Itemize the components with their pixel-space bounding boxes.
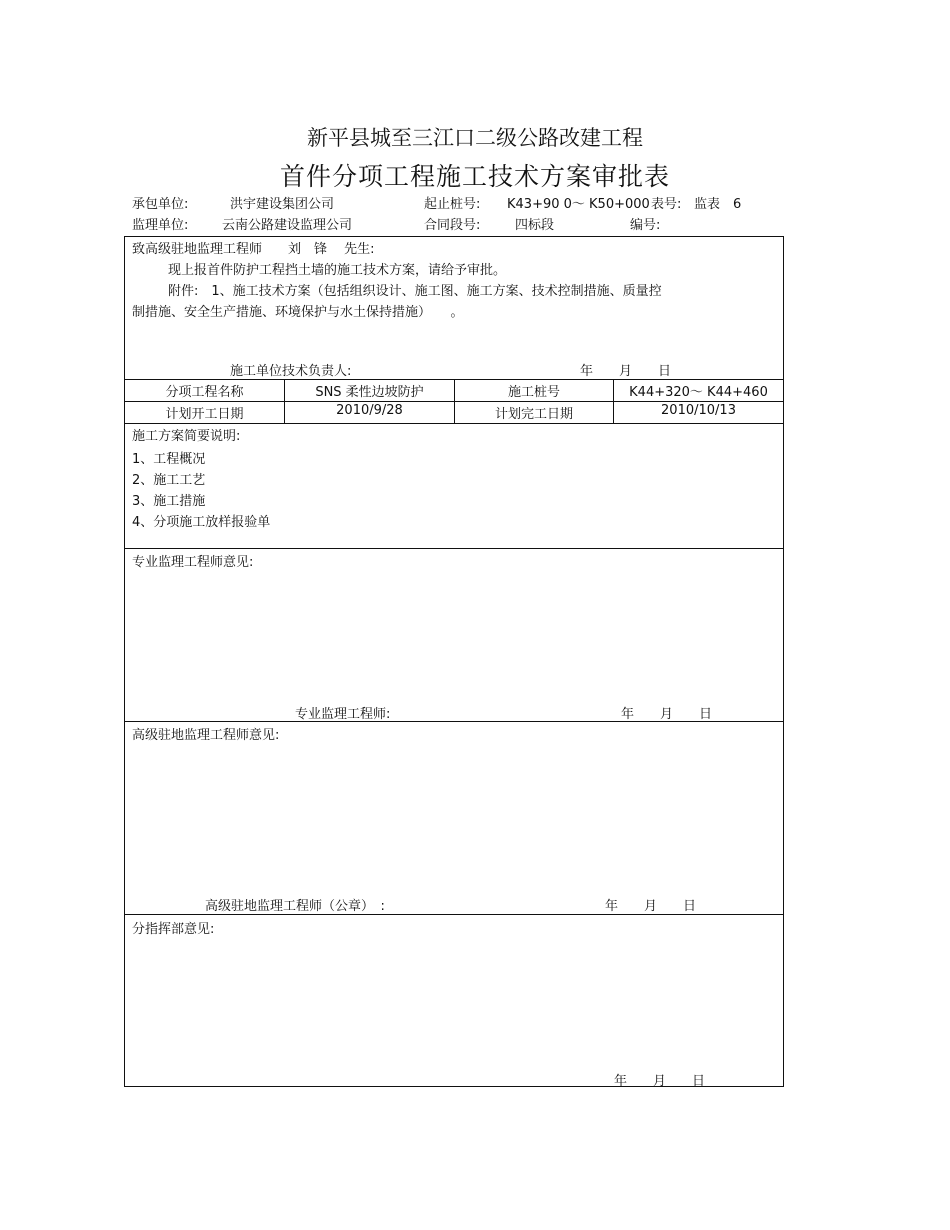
project-name: 新平县城至三江口二级公路改建工程 xyxy=(307,126,643,150)
planned-start-label: 计划开工日期 xyxy=(165,407,244,422)
plan-label: 施工方案简要说明: xyxy=(132,429,241,444)
planned-end-label: 计划完工日期 xyxy=(494,407,573,422)
attachment-line-1: 附件: 1、施工技术方案（包括组织设计、施工图、施工方案、技术控制措施、质量控 xyxy=(168,284,662,299)
subproject-name-value: SNS 柔性边坡防护 xyxy=(315,385,424,400)
table-border-top xyxy=(124,236,784,237)
form-title: 首件分项工程施工技术方案审批表 xyxy=(279,162,670,191)
plan-item: 3、施工措施 xyxy=(132,494,206,509)
station-value: K43+90 0～ K50+000 xyxy=(507,197,650,212)
plan-item: 1、工程概况 xyxy=(132,452,206,467)
resident-opinion-label: 高级驻地监理工程师意见: xyxy=(132,728,280,743)
specialist-date: 年 月 日 xyxy=(621,707,713,722)
station-range-value: K44+320～ K44+460 xyxy=(629,385,768,400)
specialist-signer-label: 专业监理工程师: xyxy=(295,707,391,722)
table-line xyxy=(124,548,784,549)
planned-start-value: 2010/9/28 xyxy=(336,403,403,418)
table-border-right xyxy=(783,236,784,1087)
table-border-left xyxy=(124,236,125,1087)
plan-item: 4、分项施工放样报验单 xyxy=(132,515,271,530)
resident-date: 年 月 日 xyxy=(605,899,697,914)
submission-body: 现上报首件防护工程挡土墙的施工技术方案，请给予审批。 xyxy=(168,263,507,278)
subproject-name-label: 分项工程名称 xyxy=(165,385,244,400)
attachment-line-2: 制措施、安全生产措施、环境保护与水土保持措施） 。 xyxy=(132,305,464,320)
table-line xyxy=(124,914,784,915)
serial-label: 编号: xyxy=(630,218,661,233)
specialist-opinion-label: 专业监理工程师意见: xyxy=(132,555,254,570)
contractor-label: 承包单位: xyxy=(132,197,189,212)
command-opinion-label: 分指挥部意见: xyxy=(132,922,215,937)
form-no-label: 表号: xyxy=(651,197,682,212)
supervisor-value: 云南公路建设监理公司 xyxy=(222,218,353,233)
plan-item: 2、施工工艺 xyxy=(132,473,206,488)
supervisor-label: 监理单位: xyxy=(132,218,189,233)
contractor-value: 洪宇建设集团公司 xyxy=(230,197,335,212)
contract-section-value: 四标段 xyxy=(515,218,555,233)
planned-end-value: 2010/10/13 xyxy=(661,403,736,418)
contract-section-label: 合同段号: xyxy=(424,218,481,233)
station-label: 起止桩号: xyxy=(424,197,481,212)
submission-date: 年 月 日 xyxy=(580,364,672,379)
resident-signer-label: 高级驻地监理工程师（公章） : xyxy=(205,899,385,914)
table-line xyxy=(124,423,784,424)
addressee: 致高级驻地监理工程师 刘 锋 先生: xyxy=(132,242,375,257)
command-date: 年 月 日 xyxy=(614,1074,706,1089)
form-no-value: 监表 6 xyxy=(694,197,742,212)
contractor-signer-label: 施工单位技术负责人: xyxy=(230,364,352,379)
station-range-label: 施工桩号 xyxy=(507,385,560,400)
